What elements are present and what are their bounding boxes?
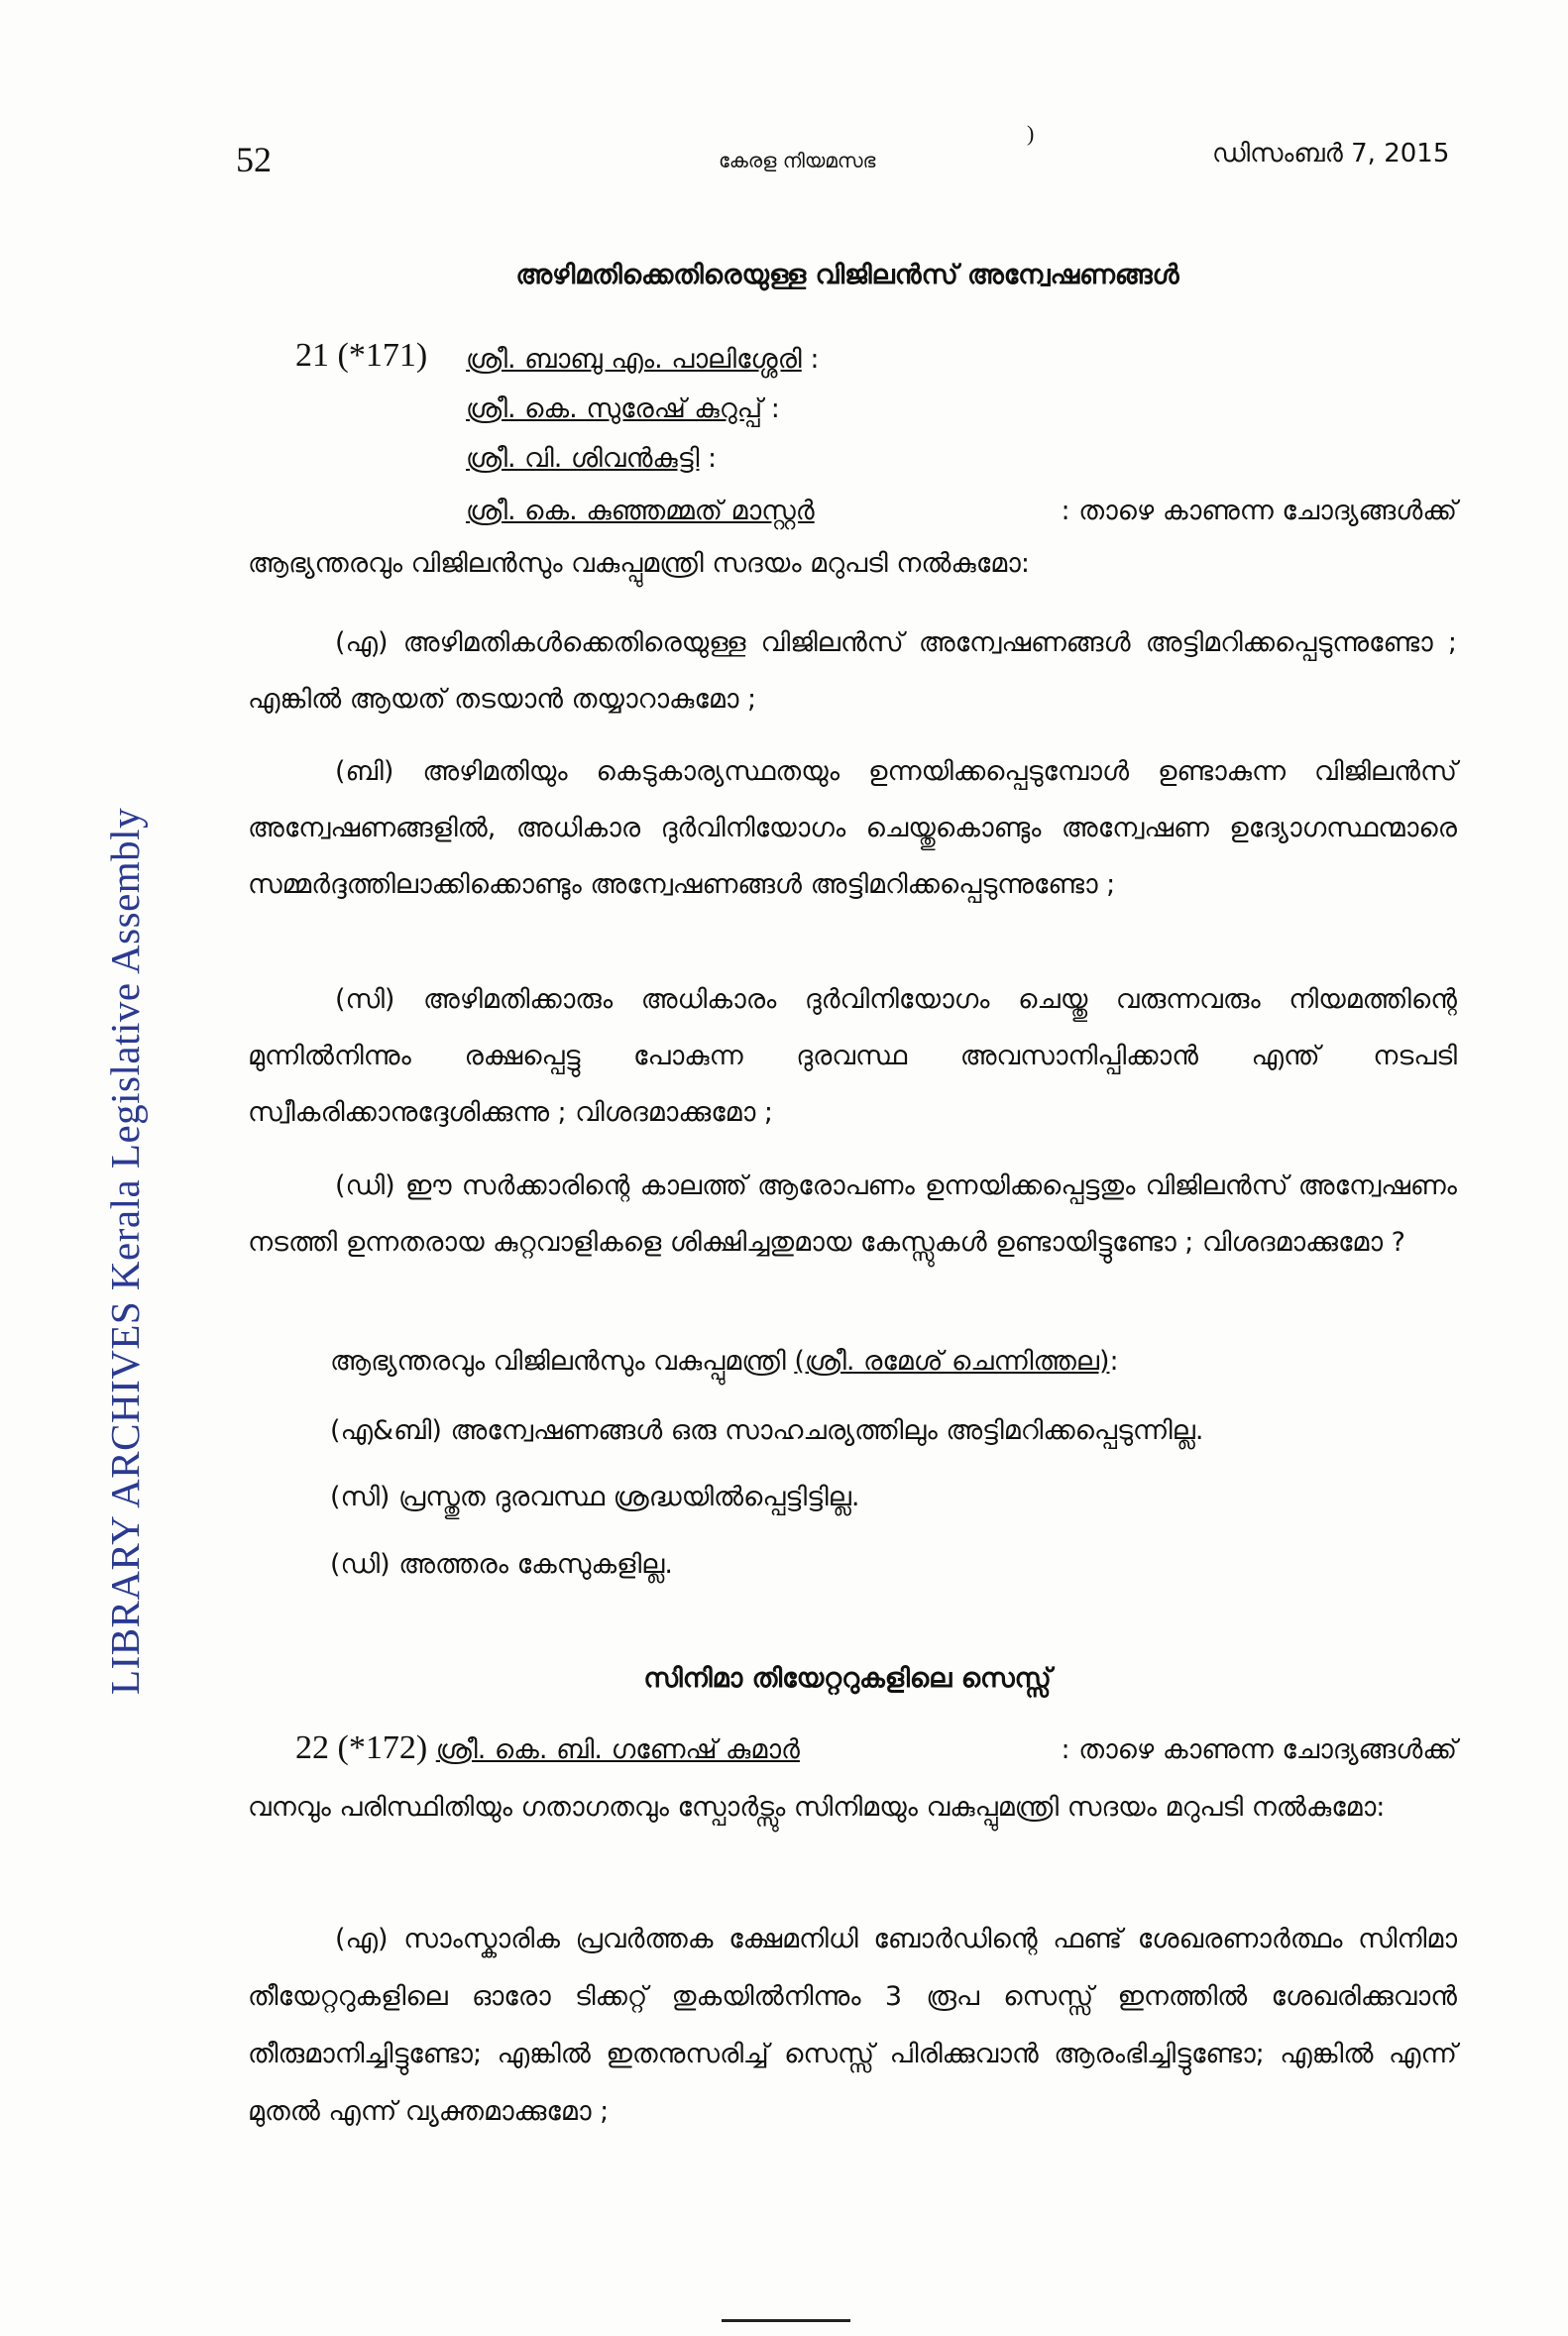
member-name-text: ശ്രീ. ബാബു എം. പാലിശ്ശേരി xyxy=(466,344,802,375)
answer-colon: : xyxy=(1109,1346,1119,1377)
member-name-1 xyxy=(466,344,819,376)
question-22-number: 22 (*172) xyxy=(295,1729,428,1766)
question-22-heading: സിനിമാ തിയേറ്ററുകളിലെ സെസ്സ് xyxy=(643,1663,1052,1694)
question-21-intro: ആഭ്യന്തരവും വിജിലൻസും വകുപ്പുമന്ത്രി സദയം മറുപടി നൽകുമോ: xyxy=(248,548,1030,579)
stray-mark: ) xyxy=(1027,121,1035,146)
member-name-2 xyxy=(466,393,780,425)
member-colon: : xyxy=(708,443,718,474)
member-name-text: ശ്രീ. കെ. കുഞ്ഞമ്മത് മാസ്റ്റർ xyxy=(466,496,815,526)
question-21-intro-tail: : താഴെ കാണുന്ന ചോദ്യങ്ങൾക്ക് xyxy=(1061,496,1457,526)
member-name-text: ശ്രീ. കെ. സുരേഷ് കുറുപ്പ് xyxy=(466,393,763,424)
question-21-number: 21 (*171) xyxy=(295,337,428,374)
question-21-heading: അഴിമതിക്കെതിരെയുള്ള വിജിലൻസ് അന്വേഷണങ്ങൾ xyxy=(515,260,1179,290)
member-name-text: ശ്രീ. കെ. ബി. ഗണേഷ് കുമാർ xyxy=(435,1734,800,1765)
member-colon: : xyxy=(810,344,820,375)
archive-watermark: LIBRARY ARCHIVES Kerala Legislative Assembly xyxy=(102,807,148,1695)
question-21-part-b: (ബി) അഴിമതിയും കെടുകാര്യസ്ഥതയും ഉന്നയിക്കപ്പെടുമ്പോൾ ഉണ്ടാകുന്ന വിജിലൻസ് അന്വേഷണങ്ങളിൽ, അധികാര ദുർവിനിയോഗം ചെയ്തുകൊണ്ടും അന്വേഷണ ഉദ്യോഗസ്ഥന്മാരെ സമ്മർദ്ദത്തിലാക്കിക്കൊണ്ടും അന്വേഷണങ്ങൾ അട്ടിമറിക്കപ്പെടുന്നുണ്ടോ ; xyxy=(248,756,1457,900)
question-21-part-a: (എ) അഴിമതികൾക്കെതിരെയുള്ള വിജിലൻസ് അന്വേഷണങ്ങൾ അട്ടിമറിക്കപ്പെടുന്നുണ്ടോ ; എങ്കിൽ ആയത് തടയാൻ തയ്യാറാകുമോ ; xyxy=(248,627,1457,715)
answer-d: (ഡി) അത്തരം കേസുകളില്ല. xyxy=(330,1549,673,1580)
question-22-part-a: (എ) സാംസ്കാരിക പ്രവർത്തക ക്ഷേമനിധി ബോർഡിന്റെ ഫണ്ട് ശേഖരണാർത്ഥം സിനിമാ തീയേറ്ററുകളിലെ ഓരോ ടിക്കറ്റ് തുകയിൽനിന്നും 3 രൂപ സെസ്സ് ഇനത്തിൽ ശേഖരിക്കുവാൻ തീരുമാനിച്ചിട്ടുണ്ടോ; എങ്കിൽ ഇതനുസരിച്ച് സെസ്സ് പിരിക്കുവാൻ ആരംഭിച്ചിട്ടുണ്ടോ; എങ്കിൽ എന്ന് മുതൽ എന്ന് വ്യക്തമാക്കുമോ ; xyxy=(248,1924,1457,2127)
minister-name: (ശ്രീ. രമേശ് ചെന്നിത്തല) xyxy=(794,1346,1110,1377)
question-21-part-d: (ഡി) ഈ സർക്കാരിന്റെ കാലത്ത് ആരോപണം ഉന്നയിക്കപ്പെട്ടതും വിജിലൻസ് അന്വേഷണം നടത്തി ഉന്നതരായ കുറ്റവാളികളെ ശിക്ഷിച്ചതുമായ കേസ്സുകൾ ഉണ്ടായിട്ടുണ്ടോ ; വിശദമാക്കുമോ ? xyxy=(248,1170,1457,1258)
answer-a-b: (എ&ബി) അന്വേഷണങ്ങൾ ഒരു സാഹചര്യത്തിലും അട്ടിമറിക്കപ്പെടുന്നില്ല. xyxy=(330,1415,1204,1446)
member-name-text: ശ്രീ. വി. ശിവൻകുട്ടി xyxy=(466,443,700,474)
question-22-intro: വനവും പരിസ്ഥിതിയും ഗതാഗതവും സ്പോർട്സും സിനിമയും വകുപ്പുമന്ത്രി സദയം മറുപടി നൽകുമോ: xyxy=(248,1792,1386,1823)
answer-c: (സി) പ്രസ്തുത ദുരവസ്ഥ ശ്രദ്ധയിൽപ്പെട്ടിട്ടില്ല. xyxy=(330,1482,860,1512)
question-22-intro-tail: : താഴെ കാണുന്ന ചോദ്യങ്ങൾക്ക് xyxy=(1061,1734,1457,1765)
question-22-lead xyxy=(295,1729,800,1767)
answer-intro: ആഭ്യന്തരവും വിജിലൻസും വകുപ്പുമന്ത്രി xyxy=(330,1346,786,1377)
page-number: 52 xyxy=(236,140,272,179)
member-name-4-line xyxy=(466,496,1457,527)
answer-intro-line xyxy=(330,1346,1119,1378)
question-21-part-c: (സി) അഴിമതിക്കാരും അധികാരം ദുർവിനിയോഗം ചെയ്തു വരുന്നവരും നിയമത്തിന്റെ മുന്നിൽനിന്നും രക്ഷപ്പെട്ടു പോകുന്ന ദുരവസ്ഥ അവസാനിപ്പിക്കാൻ എന്ത് നടപടി സ്വീകരിക്കാനുദ്ദേശിക്കുന്നു ; വിശദമാക്കുമോ ; xyxy=(248,984,1457,1128)
footer-rule xyxy=(722,2319,850,2330)
running-title: കേരള നിയമസഭ xyxy=(719,149,876,172)
member-name-3 xyxy=(466,443,717,475)
header-date: ഡിസംബർ 7, 2015 xyxy=(1212,139,1450,168)
question-22-first-line xyxy=(295,1729,1457,1767)
member-colon: : xyxy=(770,393,780,424)
